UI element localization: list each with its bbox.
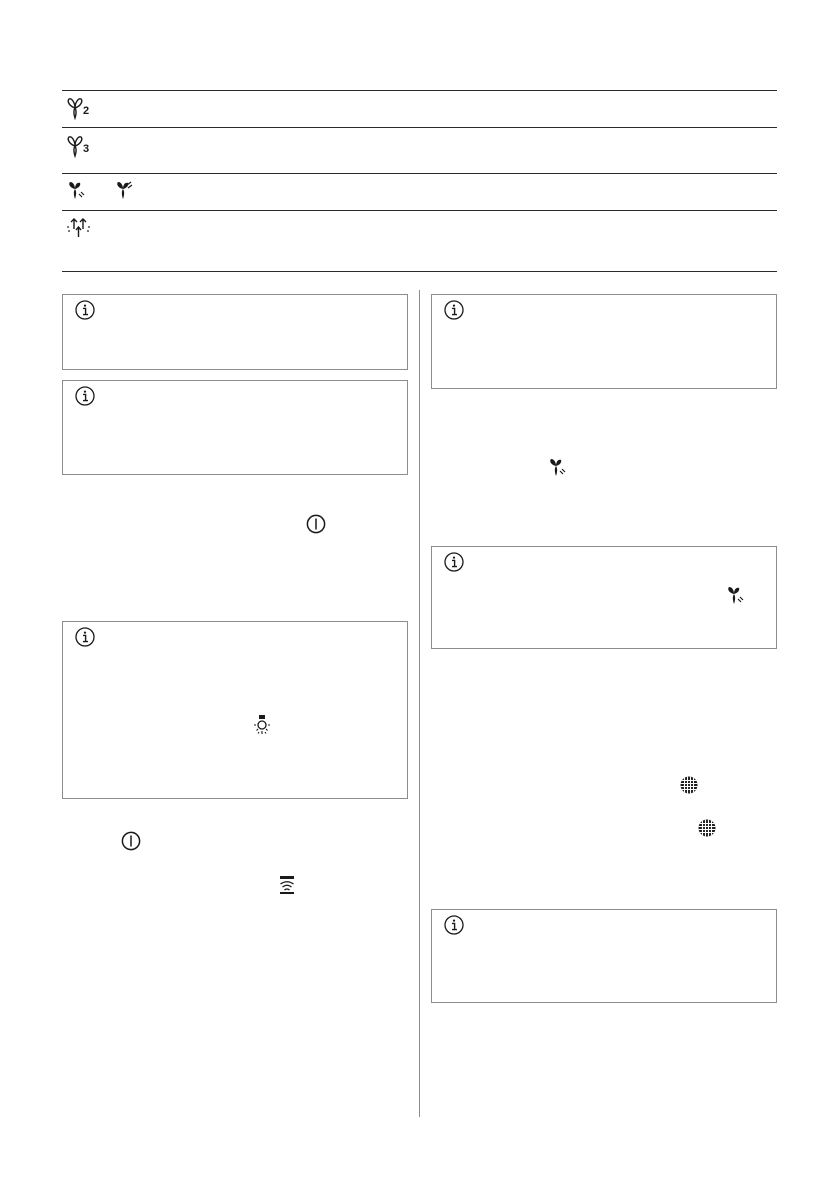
column-divider	[419, 290, 420, 1117]
info-box	[62, 621, 408, 799]
info-icon	[75, 300, 95, 325]
power-icon	[306, 514, 326, 534]
fan-breeze-icon	[547, 457, 567, 477]
info-icon	[75, 386, 95, 411]
fan-breeze-icon	[114, 180, 134, 200]
table-row-divider	[62, 127, 777, 128]
fan-breeze-icon	[725, 585, 745, 605]
info-box	[431, 546, 777, 649]
table-bottom-rule	[62, 271, 777, 272]
info-icon	[444, 552, 464, 577]
table-top-rule	[62, 90, 777, 91]
light-bulb-icon	[251, 714, 273, 736]
info-box	[62, 294, 408, 370]
grease-filter-icon	[697, 818, 717, 838]
table-row-divider	[62, 173, 777, 174]
fan-speed-subscript: 2	[83, 105, 90, 117]
table-row-divider	[62, 210, 777, 211]
fan-speed-2-icon	[66, 97, 96, 119]
info-icon	[75, 627, 95, 652]
info-box	[431, 909, 777, 1003]
info-box	[431, 294, 777, 389]
info-icon	[444, 915, 464, 940]
power-icon	[121, 831, 141, 851]
hood-connect-icon	[277, 875, 297, 895]
grease-filter-icon	[679, 775, 699, 795]
fan-breeze-icon	[66, 180, 86, 200]
info-icon	[444, 300, 464, 325]
fan-speed-subscript: 3	[83, 143, 90, 155]
air-extraction-icon	[66, 217, 94, 239]
fan-speed-3-icon	[66, 135, 96, 157]
info-box	[62, 380, 408, 475]
